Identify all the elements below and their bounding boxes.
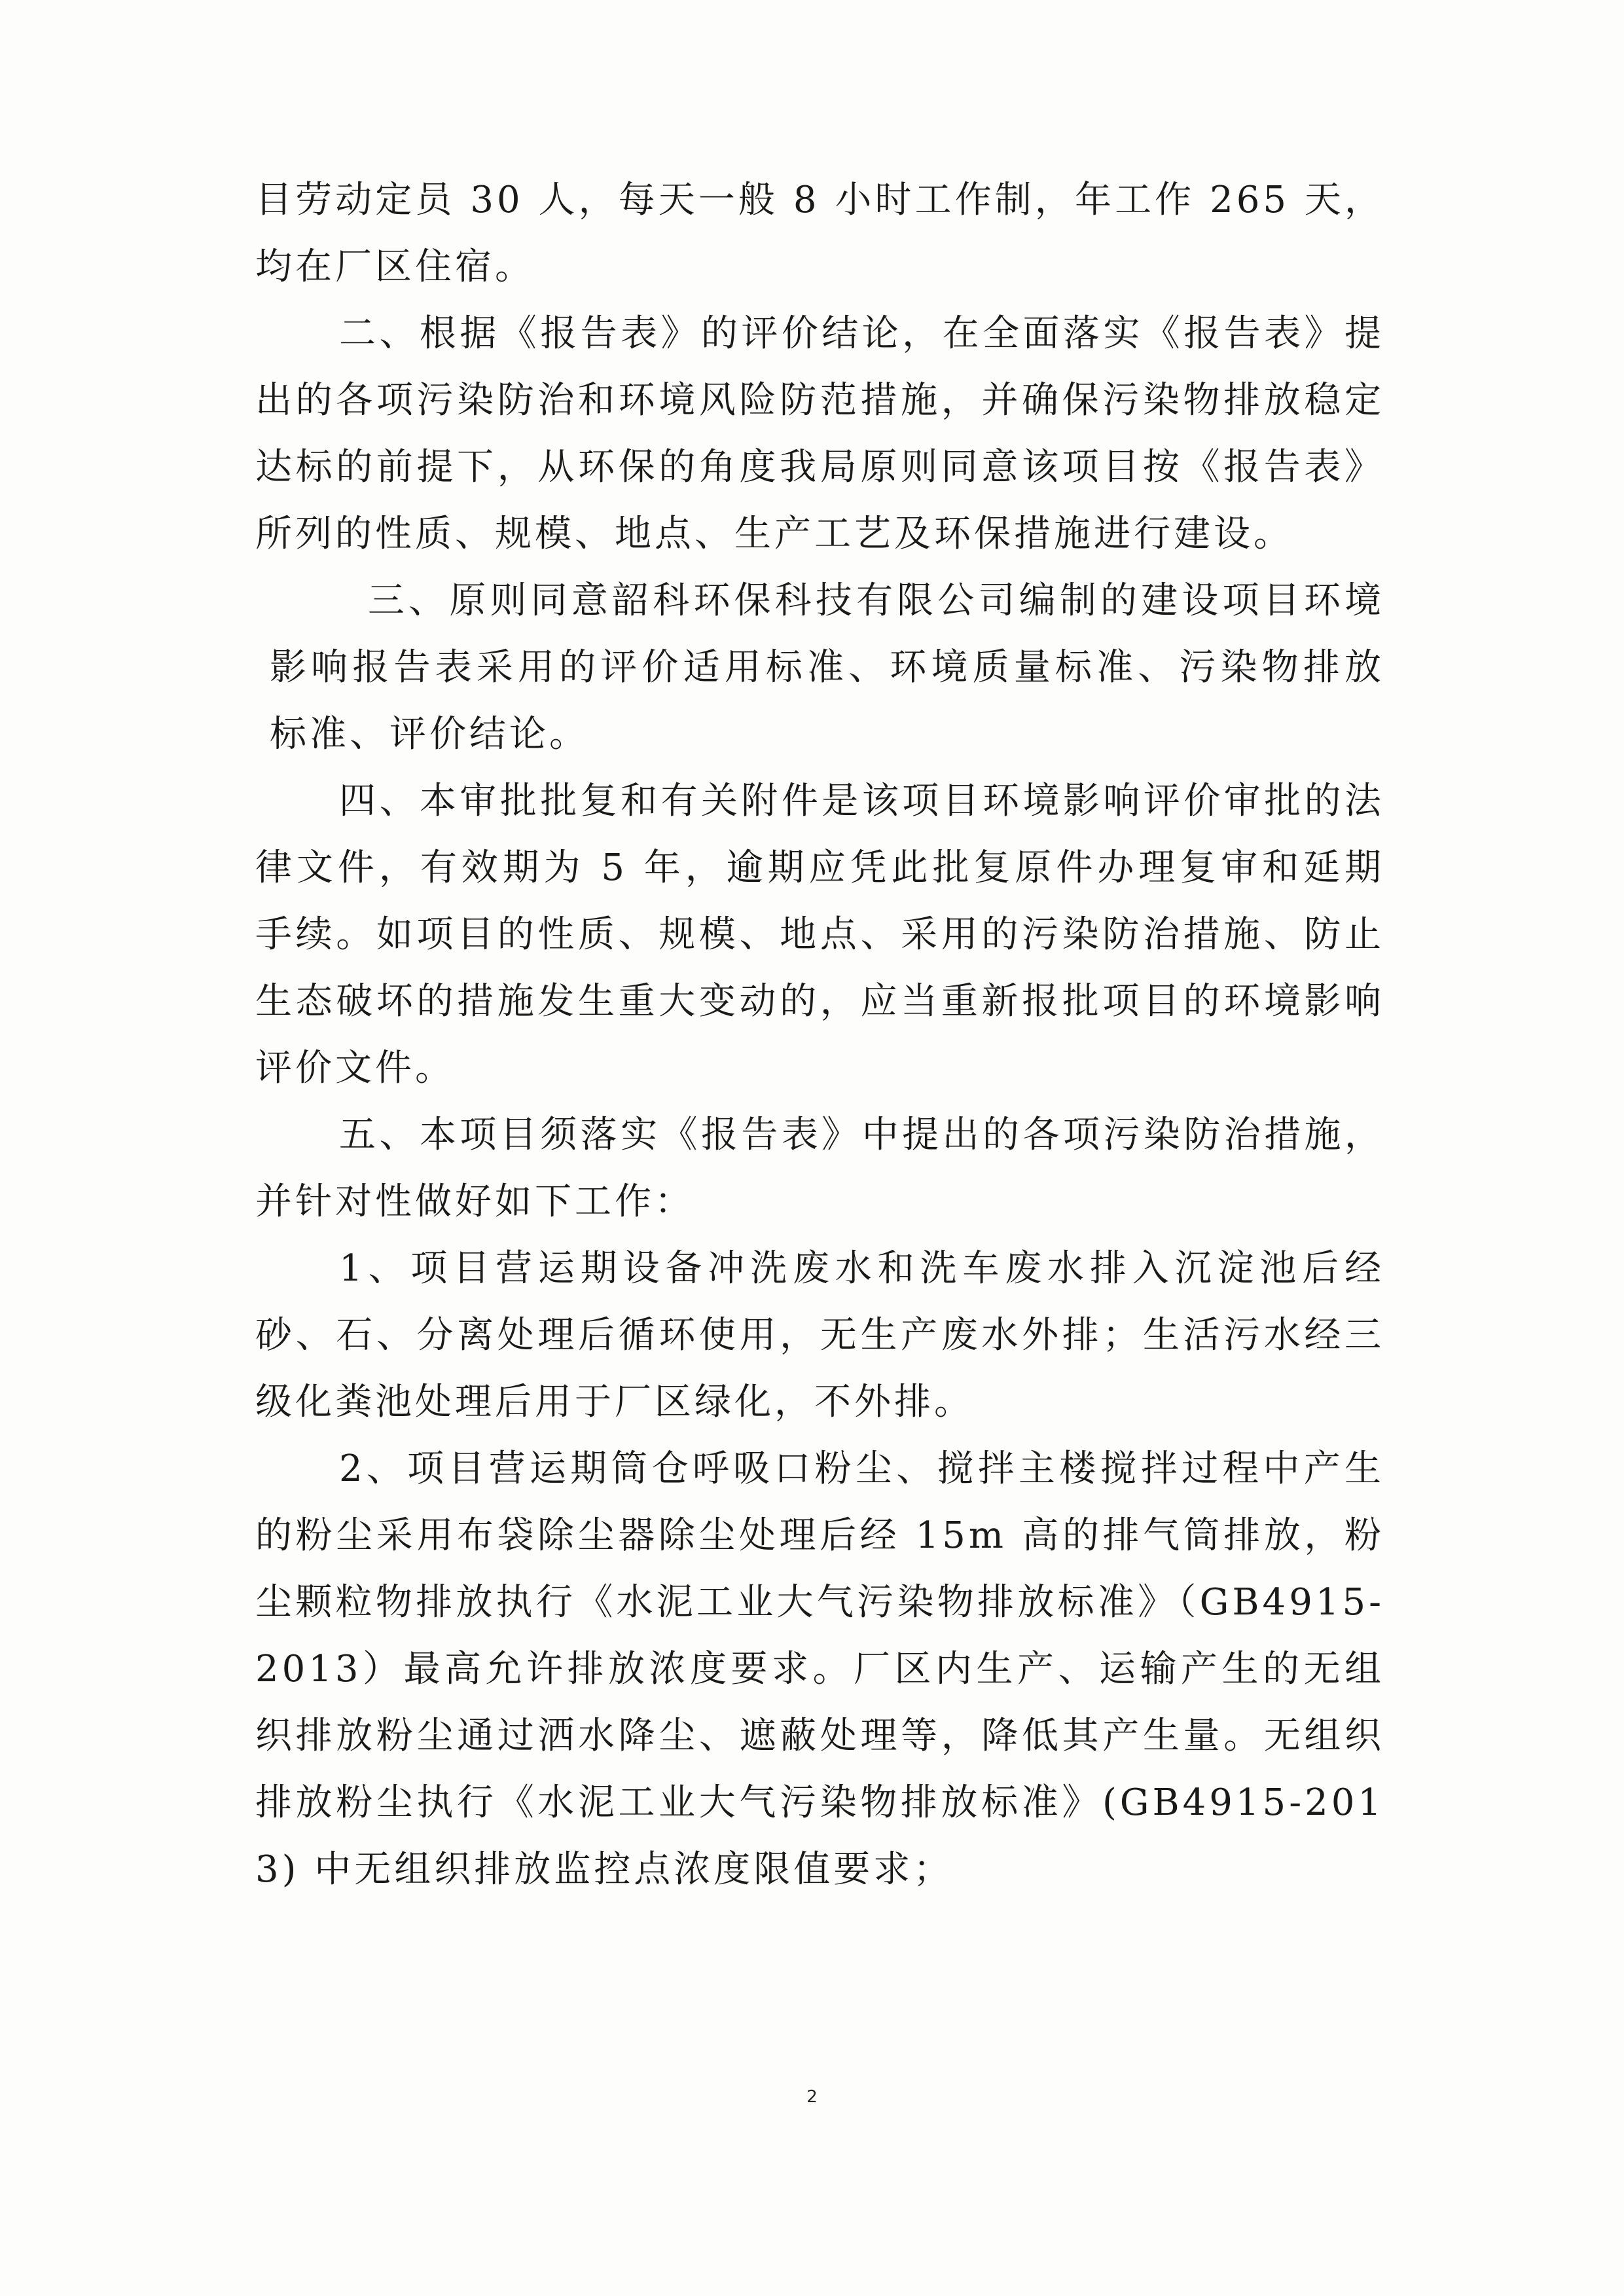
page-number: 2 xyxy=(806,2087,818,2107)
paragraph-pollution-measures: 五、本项目须落实《报告表》中提出的各项污染防治措施，并针对性做好如下工作： xyxy=(255,1114,1384,1223)
paragraph-approval-conclusion: 二、根据《报告表》的评价结论，在全面落实《报告表》提出的各项污染防治和环境风险防范措施，并确保污染物排放稳定达标的前提下，从环保的角度我局原则同意该项目按《报告表》所列的性质、规模、地点、生产工艺及环保措施进行建设。 xyxy=(255,312,1384,555)
paragraph-dust: 2、项目营运期筒仓呼吸口粉尘、搅拌主楼搅拌过程中产生的粉尘采用布袋除尘器除尘处理后经 15m 高的排气筒排放，粉尘颗粒物排放执行《水泥工业大气污染物排放标准》（GB4915-2013）最高允许排放浓度要求。厂区内生产、运输产生的无组织排放粉尘通过洒水降尘、遮蔽处理等，降低其产生量。无组织排放粉尘执行《水泥工业大气污染物排放标准》(GB4915-2013) 中无组织排放监控点浓度限值要求； xyxy=(255,1448,1384,1891)
paragraph-staffing: 目劳动定员 30 人，每天一般 8 小时工作制，年工作 265 天，均在厂区住宿。 xyxy=(255,179,1384,288)
paragraph-standards: 三、原则同意韶科环保科技有限公司编制的建设项目环境影响报告表采用的评价适用标准、环境质量标准、污染物排放标准、评价结论。 xyxy=(270,579,1384,756)
document-body xyxy=(255,167,1384,1903)
paragraph-wastewater: 1、项目营运期设备冲洗废水和洗车废水排入沉淀池后经砂、石、分离处理后循环使用，无生产废水外排；生活污水经三级化粪池处理后用于厂区绿化，不外排。 xyxy=(255,1247,1384,1423)
paragraph-legal-validity: 四、本审批批复和有关附件是该项目环境影响评价审批的法律文件，有效期为 5 年，逾期应凭此批复原件办理复审和延期手续。如项目的性质、规模、地点、采用的污染防治措施、防止生态破坏的措施发生重大变动的，应当重新报批项目的环境影响评价文件。 xyxy=(255,780,1384,1089)
